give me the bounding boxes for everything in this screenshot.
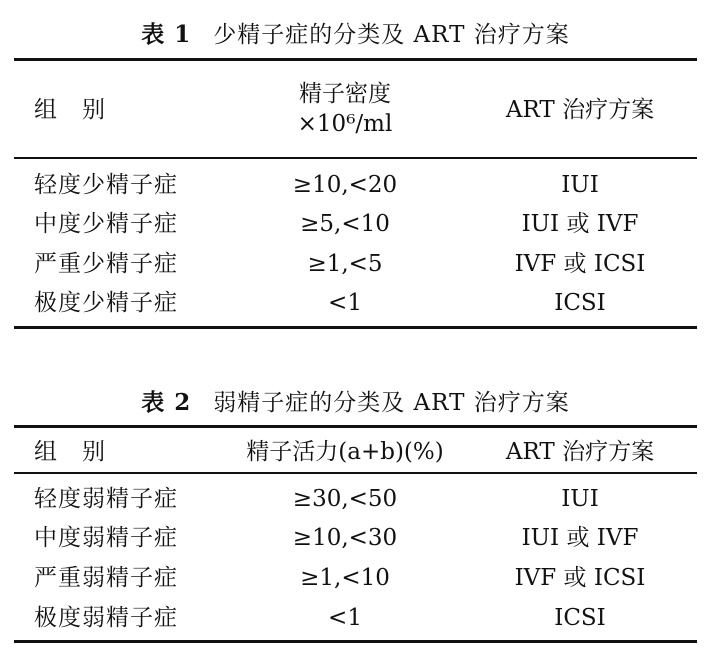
table1-caption — [0, 16, 711, 49]
table1-header-rule — [14, 157, 697, 159]
table2-row-art: IVF 或 ICSI — [514, 565, 646, 591]
table2-caption-number: 表 2 — [141, 389, 192, 416]
table1-caption-text: 少精子症的分类及 ART 治疗方案 — [213, 22, 570, 48]
table1-row-group: 中度少精子症 — [34, 211, 178, 237]
table1-row-art: IUI 或 IVF — [521, 211, 639, 237]
table1-bottom-rule — [14, 326, 697, 329]
table2-row-art: ICSI — [554, 605, 606, 631]
table1-header-density-line2: ×10⁶/ml — [297, 111, 393, 137]
table1-row-art: ICSI — [554, 290, 606, 316]
table2-row-art: IUI — [561, 486, 599, 512]
table2-row-group: 极度弱精子症 — [34, 605, 178, 631]
table1-top-rule — [14, 58, 697, 61]
table2-row-group: 轻度弱精子症 — [34, 486, 178, 512]
table1-header-density — [220, 79, 470, 139]
table2-top-rule — [14, 425, 697, 428]
table1-row-group: 轻度少精子症 — [34, 172, 178, 198]
table2-header-art: ART 治疗方案 — [505, 439, 655, 465]
table1-row-group: 严重少精子症 — [34, 251, 178, 277]
table2-header-motility: 精子活力(a+b)(%) — [246, 439, 444, 465]
table1-caption-number: 表 1 — [141, 21, 192, 48]
table2-caption — [0, 384, 711, 417]
table1-row-group: 极度少精子症 — [34, 290, 178, 316]
table2-row-group: 严重弱精子症 — [34, 565, 178, 591]
table1-header-density-line1: 精子密度 — [299, 81, 391, 107]
table2-row-group: 中度弱精子症 — [34, 525, 178, 551]
table2-row-value: ≥30,<50 — [292, 486, 398, 512]
table1-row-value: ≥5,<10 — [300, 211, 390, 237]
table2-header-group: 组 别 — [34, 439, 106, 465]
table2-row-value: ≥10,<30 — [292, 525, 398, 551]
table2-caption-text: 弱精子症的分类及 ART 治疗方案 — [213, 390, 570, 416]
table1-header-art: ART 治疗方案 — [505, 97, 655, 123]
table1-row-value: ≥10,<20 — [292, 172, 398, 198]
table1-row-value: <1 — [328, 290, 362, 316]
table2-row-value: ≥1,<10 — [300, 565, 390, 591]
table1-header-group: 组 别 — [34, 97, 106, 123]
table2-row-value: <1 — [328, 605, 362, 631]
table1-row-art: IUI — [561, 172, 599, 198]
table2-header-rule — [14, 472, 697, 474]
table2-row-art: IUI 或 IVF — [521, 525, 639, 551]
table2-bottom-rule — [14, 640, 697, 643]
table1-row-value: ≥1,<5 — [307, 251, 383, 277]
table1-row-art: IVF 或 ICSI — [514, 251, 646, 277]
